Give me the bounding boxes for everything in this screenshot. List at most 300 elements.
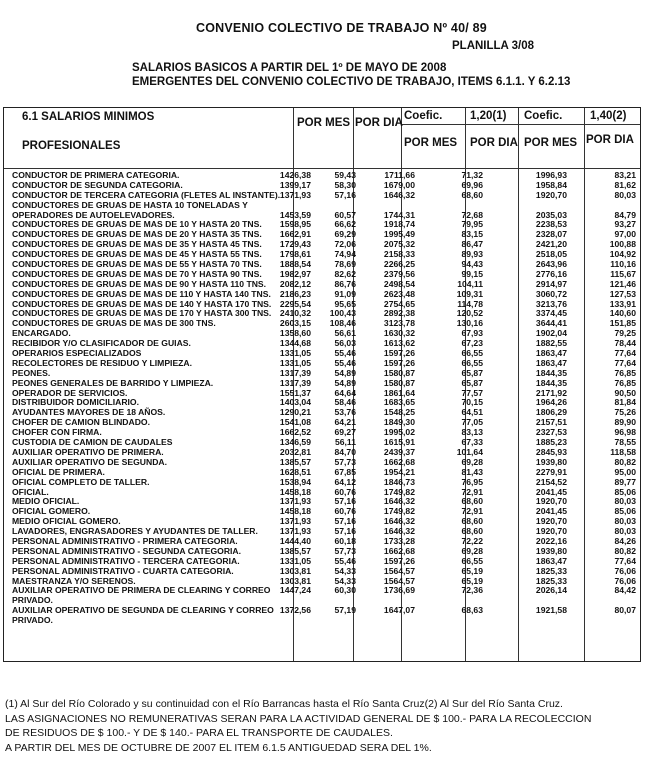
coef1-por-dia-value: 76,95	[461, 476, 483, 487]
por-mes-value: 1385,57	[279, 456, 311, 467]
coef1-por-mes-value: 1646,32	[383, 496, 415, 507]
profession-name: OFICIAL GOMERO.	[12, 506, 91, 517]
por-dia-value: 60,76	[334, 506, 356, 517]
coef1-por-mes-value: 1733,28	[383, 535, 415, 546]
coef-label-1: Coefic.	[404, 110, 443, 122]
por-mes-value: 1371,93	[279, 516, 311, 527]
por-dia-value: 56,61	[334, 328, 356, 339]
por-dia-header-2: POR DIA	[470, 137, 518, 149]
por-mes-value: 1798,61	[279, 249, 311, 260]
profession-name: CONDUCTORES DE GRUAS DE MAS DE 140 Y HASTA 170 TNS.	[12, 298, 272, 309]
profession-name: CONDUCTOR DE TERCERA CATEGORIA (FLETES AL INSTANTE).	[12, 189, 281, 200]
por-dia-value: 55,46	[334, 357, 356, 368]
por-dia-value: 60,76	[334, 486, 356, 497]
coef2-por-dia-value: 78,44	[614, 338, 636, 349]
coef2-por-mes-value: 1996,93	[535, 170, 567, 180]
por-dia-value: 66,62	[334, 219, 356, 230]
profession-name: CONDUCTORES DE GRUAS DE MAS DE 300 TNS.	[12, 318, 216, 329]
coef2-por-mes-value: 2041,45	[535, 486, 567, 497]
profession-name: DISTRIBUIDOR DOMICILIARIO.	[12, 397, 139, 408]
por-mes-value: 1447,24	[279, 585, 311, 596]
por-dia-value: 82,62	[334, 268, 356, 279]
coef1-por-mes-value: 1580,87	[383, 377, 415, 388]
coef1-por-dia-value: 81,43	[461, 466, 483, 477]
coef2-por-dia-value: 84,26	[614, 535, 636, 546]
coef2-por-dia-value: 80,03	[614, 189, 636, 200]
coef1-por-dia-value: 67,23	[461, 338, 483, 349]
coef1-por-mes-value: 1548,25	[383, 407, 415, 418]
coef2-por-dia-value: 93,27	[614, 219, 636, 230]
coef1-por-mes-value: 2498,54	[383, 278, 415, 289]
header-divider	[4, 168, 640, 169]
coef1-por-mes-value: 1849,30	[383, 417, 415, 428]
coef1-por-mes-value: 1749,82	[383, 506, 415, 517]
por-mes-value: 1458,18	[279, 486, 311, 497]
coef1-por-mes-value: 2754,65	[383, 298, 415, 309]
coef1-por-mes-value: 1597,26	[383, 555, 415, 566]
coef2-por-mes-value: 1882,55	[535, 338, 567, 349]
coef2-por-mes-value: 2035,03	[535, 209, 567, 220]
por-dia-value: 91,09	[334, 288, 356, 299]
coef1-por-dia-value: 89,93	[461, 249, 483, 260]
profession-name: CONDUCTORES DE GRUAS DE MAS DE 45 Y HASTA 55 TNS.	[12, 249, 262, 260]
coef2-por-dia-value: 80,07	[614, 605, 636, 616]
por-mes-value: 1290,21	[279, 407, 311, 418]
profession-name: CONDUCTORES DE GRUAS DE MAS DE 20 Y HASTA 35 TNS.	[12, 229, 262, 240]
coef2-por-mes-value: 1863,47	[535, 357, 567, 368]
coef2-por-mes-value: 1920,70	[535, 496, 567, 507]
por-dia-value: 60,18	[334, 535, 356, 546]
profession-name: OFICIAL.	[12, 486, 49, 497]
coef1-por-mes-value: 1580,87	[383, 367, 415, 378]
profession-name: RECIBIDOR Y/O CLASIFICADOR DE GUIAS.	[12, 338, 191, 349]
por-dia-value: 64,12	[334, 476, 356, 487]
por-mes-value: 1458,18	[279, 506, 311, 517]
coef1-por-mes-value: 2075,32	[383, 239, 415, 250]
coef1-por-dia-value: 67,33	[461, 437, 483, 448]
por-mes-value: 2082,12	[279, 278, 311, 289]
por-dia-value: 108,46	[329, 318, 356, 329]
coef1-por-mes-value: 1613,62	[383, 338, 415, 349]
coef1-por-dia-value: 70,15	[461, 397, 483, 408]
coef1-por-dia-value: 104,11	[457, 278, 483, 289]
por-dia-header-3: POR DIA	[586, 134, 634, 146]
por-mes-value: 2032,81	[279, 446, 311, 457]
por-mes-header-3: POR MES	[524, 137, 578, 149]
coef-label-2: Coefic.	[524, 110, 563, 122]
coef1-por-mes-value: 1646,32	[383, 526, 415, 537]
coef1-por-dia-value: 109,31	[456, 288, 483, 299]
footnote-3: DE RESIDUOS DE $ 100.- Y DE $ 140.- PARA EL TRANSPORTE DE CAUDALES.	[5, 727, 393, 739]
por-mes-header: POR MES	[297, 117, 351, 129]
coef1-por-dia-value: 65,19	[461, 575, 483, 586]
footnote-4: A PARTIR DEL MES DE OCTUBRE DE 2007 EL ITEM 6.1.5 ANTIGUEDAD SERA DEL 1%.	[5, 742, 432, 754]
profession-name: CONDUCTORES DE GRUAS DE MAS DE 55 Y HASTA 70 TNS.	[12, 259, 262, 270]
por-mes-header-2: POR MES	[404, 137, 458, 149]
coef1-por-dia-value: 71,32	[461, 170, 483, 180]
coef2-por-mes-value: 2643,96	[535, 259, 567, 270]
coef2-por-mes-value: 2328,07	[535, 229, 567, 240]
coef2-por-dia-value: 80,82	[614, 545, 636, 556]
coef2-por-mes-value: 2022,16	[535, 535, 567, 546]
coef1-por-mes-value: 1918,74	[383, 219, 415, 230]
coef2-por-dia-value: 80,03	[614, 516, 636, 527]
profession-name: MEDIO OFICIAL.	[12, 496, 80, 507]
coef1-por-mes-value: 1995,49	[383, 229, 415, 240]
por-dia-value: 57,73	[334, 456, 356, 467]
por-mes-value: 1371,93	[279, 526, 311, 537]
coef1-por-dia-value: 65,87	[461, 377, 483, 388]
profession-name: CONDUCTORES DE GRUAS DE MAS DE 35 Y HASTA 45 TNS.	[12, 239, 262, 250]
profession-name: OFICIAL DE PRIMERA.	[12, 466, 105, 477]
por-dia-value: 54,33	[334, 565, 356, 576]
por-dia-value: 84,70	[334, 446, 356, 457]
coef2-por-dia-value: 79,25	[614, 328, 636, 339]
coef2-por-dia-value: 80,03	[614, 496, 636, 507]
profession-name: AUXILIAR OPERATIVO DE PRIMERA DE CLEARING Y CORREO	[12, 585, 271, 596]
coef2-por-dia-value: 76,85	[614, 377, 636, 388]
por-dia-value: 57,16	[334, 189, 356, 200]
por-mes-value: 2410,32	[279, 308, 311, 319]
por-dia-value: 86,76	[334, 278, 356, 289]
profession-name: PERSONAL ADMINISTRATIVO - CUARTA CATEGORIA.	[12, 565, 234, 576]
professionals-label: PROFESIONALES	[22, 140, 121, 152]
coef2-por-mes-value: 1863,47	[535, 555, 567, 566]
coef2-por-mes-value: 2026,14	[535, 585, 567, 596]
profession-name: AUXILIAR OPERATIVO DE SEGUNDA DE CLEARING Y CORREO	[12, 605, 274, 616]
por-mes-value: 1598,95	[279, 219, 311, 230]
coef1-por-mes-value: 1954,21	[383, 466, 415, 477]
coef2-por-dia-value: 78,55	[614, 437, 636, 448]
coef2-por-dia-value: 77,64	[614, 357, 636, 368]
coef1-por-dia-value: 114,78	[457, 298, 483, 309]
coef2-por-mes-value: 2776,16	[535, 268, 567, 279]
por-mes-value: 1303,81	[279, 575, 311, 586]
profession-name: CONDUCTORES DE GRUAS DE MAS DE 90 Y HASTA 110 TNS.	[12, 278, 267, 289]
coef1-por-dia-value: 68,63	[461, 605, 483, 616]
coef1-por-dia-value: 69,28	[461, 545, 483, 556]
coef1-por-mes-value: 1679,00	[383, 179, 415, 190]
coef2-por-mes-value: 1920,70	[535, 526, 567, 537]
coef2-por-mes-value: 1939,80	[535, 545, 567, 556]
coef2-por-mes-value: 2279,91	[535, 466, 567, 477]
salary-table	[3, 107, 641, 662]
coef1-por-dia-value: 69,28	[461, 456, 483, 467]
por-mes-value: 1403,04	[279, 397, 311, 408]
coef1-por-mes-value: 3123,78	[383, 318, 415, 329]
por-mes-value: 1538,94	[279, 476, 311, 487]
coef1-por-dia-value: 68,60	[461, 516, 483, 527]
por-mes-value: 1385,57	[279, 545, 311, 556]
por-mes-value: 1426,38	[279, 170, 311, 180]
coef1-por-mes-value: 1597,26	[383, 357, 415, 368]
coef2-por-mes-value: 1921,58	[535, 605, 567, 616]
section-title: 6.1 SALARIOS MINIMOS	[22, 111, 155, 123]
coef2-por-mes-value: 1806,29	[535, 407, 567, 418]
table-body	[4, 171, 640, 626]
coef1-por-mes-value: 2266,25	[383, 259, 415, 270]
coef1-por-dia-value: 79,95	[461, 219, 483, 230]
profession-name: CHOFER DE CAMION BLINDADO.	[12, 417, 150, 428]
coef1-por-dia-value: 66,55	[461, 348, 483, 359]
profession-name: CUSTODIA DE CAMION DE CAUDALES	[12, 437, 173, 448]
coef2-por-dia-value: 133,91	[609, 298, 636, 309]
coef1-por-dia-value: 77,57	[461, 387, 483, 398]
footnote-1: (1) Al Sur del Río Colorado y su continuidad con el Río Barrancas hasta el Río Santa Cruz(2) Al Sur del Río Santa Cruz.	[5, 698, 563, 710]
coef1-por-dia-value: 68,60	[461, 496, 483, 507]
coef2-por-dia-value: 97,00	[614, 229, 636, 240]
coef1-por-dia-value: 72,68	[461, 209, 483, 220]
por-mes-value: 1331,05	[279, 555, 311, 566]
coef2-por-mes-value: 2845,93	[535, 446, 567, 457]
coef1-por-dia-value: 68,60	[461, 189, 483, 200]
coef2-por-dia-value: 121,46	[609, 278, 636, 289]
por-dia-value: 60,30	[334, 585, 356, 596]
coef-divider	[401, 124, 640, 125]
profession-name: PRIVADO.	[12, 615, 53, 626]
coef2-por-mes-value: 1844,35	[535, 367, 567, 378]
coef2-por-dia-value: 115,67	[610, 268, 636, 279]
por-mes-value: 1331,05	[279, 357, 311, 368]
convenio-title: CONVENIO COLECTIVO DE TRABAJO Nº 40/ 89	[196, 21, 487, 35]
coef1-por-dia-value: 99,15	[461, 268, 483, 279]
por-dia-value: 57,19	[334, 605, 356, 616]
coef1-por-mes-value: 2379,56	[383, 268, 415, 279]
coef1-por-dia-value: 83,15	[461, 229, 483, 240]
coef2-por-dia-value: 83,21	[614, 170, 636, 180]
coef1-por-mes-value: 1683,65	[383, 397, 415, 408]
por-dia-value: 100,43	[329, 308, 356, 319]
por-mes-value: 1541,08	[279, 417, 311, 428]
por-dia-value: 64,64	[334, 387, 356, 398]
coef1-por-mes-value: 1861,64	[383, 387, 415, 398]
por-mes-value: 2603,15	[279, 318, 311, 329]
profession-name: CHOFER CON FIRMA.	[12, 427, 102, 438]
coef2-por-mes-value: 3060,72	[535, 288, 567, 299]
coef2-por-dia-value: 89,77	[614, 476, 636, 487]
por-dia-value: 56,03	[334, 338, 356, 349]
por-mes-value: 1317,39	[279, 377, 311, 388]
coef2-por-dia-value: 76,06	[614, 575, 636, 586]
coef1-por-dia-value: 66,55	[461, 555, 483, 566]
coef2-por-mes-value: 1885,23	[535, 437, 567, 448]
coef2-por-mes-value: 1920,70	[535, 189, 567, 200]
coef2-por-mes-value: 2171,92	[535, 387, 567, 398]
coef1-por-dia-value: 64,51	[461, 407, 483, 418]
profession-name: AUXILIAR OPERATIVO DE PRIMERA.	[12, 446, 164, 457]
por-mes-value: 1371,93	[279, 189, 311, 200]
profession-name: OPERARIOS ESPECIALIZADOS	[12, 348, 142, 359]
coef2-por-mes-value: 1939,80	[535, 456, 567, 467]
coef1-por-mes-value: 1646,32	[383, 189, 415, 200]
coef2-por-mes-value: 1902,04	[535, 328, 567, 339]
profession-name: PRIVADO.	[12, 595, 53, 606]
coef2-por-dia-value: 96,98	[614, 427, 636, 438]
por-dia-value: 54,33	[334, 575, 356, 586]
profession-name: MAESTRANZA Y/O SERENOS.	[12, 575, 136, 586]
coef2-por-dia-value: 76,85	[614, 367, 636, 378]
por-mes-value: 1729,43	[279, 239, 311, 250]
coef2-por-mes-value: 1825,33	[535, 575, 567, 586]
coef1-por-dia-value: 94,43	[461, 259, 483, 270]
profession-name: PEONES GENERALES DE BARRIDO Y LIMPIEZA.	[12, 377, 214, 388]
profession-name: OFICIAL COMPLETO DE TALLER.	[12, 476, 150, 487]
table-row	[4, 616, 640, 626]
profession-name: CONDUCTORES DE GRUAS DE MAS DE 10 Y HASTA 20 TNS.	[12, 219, 262, 230]
profession-name: ENCARGADO.	[12, 328, 71, 339]
profession-name: RECOLECTORES DE RESIDUO Y LIMPIEZA.	[12, 357, 193, 368]
coef1-por-mes-value: 1630,32	[383, 328, 415, 339]
por-dia-value: 54,89	[334, 367, 356, 378]
por-mes-value: 1346,59	[279, 437, 311, 448]
profession-name: PERSONAL ADMINISTRATIVO - TERCERA CATEGORIA.	[12, 555, 240, 566]
por-dia-value: 58,30	[334, 179, 356, 190]
coef1-por-mes-value: 1711,66	[384, 170, 415, 180]
coef2-por-dia-value: 110,16	[610, 259, 636, 270]
por-dia-header: POR DIA	[355, 117, 403, 129]
coef1-por-dia-value: 86,47	[461, 239, 483, 250]
emergentes-heading: EMERGENTES DEL CONVENIO COLECTIVO DE TRABAJO, ITEMS 6.1.1. Y 6.2.13	[132, 76, 571, 88]
coef1-por-mes-value: 2158,33	[383, 249, 415, 260]
por-mes-value: 1372,56	[279, 605, 311, 616]
por-dia-value: 67,85	[334, 466, 356, 477]
coef1-por-dia-value: 72,91	[461, 486, 483, 497]
planilla-label: PLANILLA 3/08	[452, 40, 535, 52]
por-dia-value: 69,27	[334, 427, 356, 438]
coef2-por-dia-value: 140,60	[609, 308, 636, 319]
footnote-2: LAS ASIGNACIONES NO REMUNERATIVAS SERAN PARA LA ACTIVIDAD GENERAL DE $ 100.- PARA LA RECOLECCION	[5, 713, 592, 725]
por-mes-value: 1344,68	[279, 338, 311, 349]
profession-name: CONDUCTOR DE SEGUNDA CATEGORIA.	[12, 179, 183, 190]
coef2-por-dia-value: 89,90	[614, 417, 636, 428]
coef1-por-dia-value: 68,60	[461, 526, 483, 537]
por-dia-value: 72,06	[334, 239, 356, 250]
por-mes-value: 1444,40	[279, 535, 311, 546]
profession-name: PERSONAL ADMINISTRATIVO - PRIMERA CATEGORIA.	[12, 535, 238, 546]
profession-name: CONDUCTOR DE PRIMERA CATEGORIA.	[12, 170, 180, 180]
coef1-por-mes-value: 1662,68	[383, 545, 415, 556]
coef2-por-dia-value: 81,62	[614, 179, 636, 190]
por-dia-value: 57,16	[334, 516, 356, 527]
por-dia-value: 55,46	[334, 348, 356, 359]
por-dia-value: 54,89	[334, 377, 356, 388]
coef2-por-dia-value: 77,64	[614, 348, 636, 359]
por-dia-value: 74,94	[334, 249, 356, 260]
coef2-por-dia-value: 81,84	[614, 397, 636, 408]
coef2-por-dia-value: 80,82	[614, 456, 636, 467]
coef2-por-dia-value: 100,88	[609, 239, 636, 250]
por-dia-value: 57,16	[334, 496, 356, 507]
coef1-por-mes-value: 1846,73	[383, 476, 415, 487]
por-mes-value: 1358,60	[279, 328, 311, 339]
por-mes-value: 1331,05	[279, 348, 311, 359]
coef2-por-dia-value: 84,42	[614, 585, 636, 596]
por-mes-value: 2295,54	[279, 298, 311, 309]
por-dia-value: 69,29	[334, 229, 356, 240]
coef2-por-dia-value: 151,85	[609, 318, 636, 329]
por-dia-value: 60,57	[334, 209, 356, 220]
coef2-por-mes-value: 2327,53	[535, 427, 567, 438]
coef2-por-dia-value: 85,06	[614, 486, 636, 497]
por-mes-value: 1888,54	[279, 259, 311, 270]
profession-name: OPERADOR DE SERVICIOS.	[12, 387, 128, 398]
coef2-por-mes-value: 2041,45	[535, 506, 567, 517]
coef2-por-dia-value: 75,26	[614, 407, 636, 418]
por-mes-value: 2186,23	[279, 288, 311, 299]
coef2-por-dia-value: 85,06	[614, 506, 636, 517]
coef1-por-dia-value: 77,05	[461, 417, 483, 428]
coef2-por-mes-value: 2518,05	[535, 249, 567, 260]
coef2-por-mes-value: 1844,35	[535, 377, 567, 388]
profession-name: PERSONAL ADMINISTRATIVO - SEGUNDA CATEGORIA.	[12, 545, 242, 556]
coef2-por-dia-value: 84,79	[614, 209, 636, 220]
table-row	[4, 606, 640, 616]
coef1-por-dia-value: 69,96	[461, 179, 483, 190]
coef1-por-mes-value: 1736,69	[383, 585, 415, 596]
coef1-por-dia-value: 65,87	[461, 367, 483, 378]
por-dia-value: 64,21	[334, 417, 356, 428]
por-dia-value: 55,46	[334, 555, 356, 566]
por-dia-value: 95,65	[334, 298, 356, 309]
profession-name: AYUDANTES MAYORES DE 18 AÑOS.	[12, 407, 166, 418]
coef2-por-dia-value: 127,53	[609, 288, 636, 299]
coef1-por-mes-value: 1744,31	[383, 209, 415, 220]
por-mes-value: 1317,39	[279, 367, 311, 378]
profession-name: MEDIO OFICIAL GOMERO.	[12, 516, 121, 527]
coef1-por-dia-value: 66,55	[461, 357, 483, 368]
coef1-por-mes-value: 1564,57	[383, 575, 415, 586]
profession-name: CONDUCTORES DE GRUAS DE MAS DE 110 Y HASTA 140 TNS.	[12, 288, 271, 299]
por-dia-value: 57,16	[334, 526, 356, 537]
por-dia-value: 57,73	[334, 545, 356, 556]
coef1-por-mes-value: 2623,48	[383, 288, 415, 299]
coef2-por-mes-value: 3644,41	[535, 318, 567, 329]
salarios-heading: SALARIOS BASICOS A PARTIR DEL 1º DE MAYO DE 2008	[132, 62, 447, 74]
coef2-por-mes-value: 3374,45	[535, 308, 567, 319]
table-row	[4, 586, 640, 596]
por-mes-value: 1371,93	[279, 496, 311, 507]
coef1-por-dia-value: 72,22	[461, 535, 483, 546]
por-mes-value: 1662,52	[279, 427, 311, 438]
profession-name: CONDUCTORES DE GRUAS DE HASTA 10 TONELADAS Y	[12, 199, 248, 210]
coef1-por-dia-value: 72,91	[461, 506, 483, 517]
coef2-por-mes-value: 1958,84	[535, 179, 567, 190]
coef2-por-mes-value: 1863,47	[535, 348, 567, 359]
coef1-por-mes-value: 2892,38	[383, 308, 415, 319]
coef1-por-mes-value: 1564,57	[383, 565, 415, 576]
coef1-por-dia-value: 72,36	[461, 585, 483, 596]
coef1-por-dia-value: 120,52	[456, 308, 483, 319]
profession-name: LAVADORES, ENGRASADORES Y AYUDANTES DE TALLER.	[12, 526, 258, 537]
coef2-por-dia-value: 80,03	[614, 526, 636, 537]
coef1-por-mes-value: 1647,07	[383, 605, 415, 616]
coef2-por-mes-value: 2157,51	[535, 417, 567, 428]
coef1-por-mes-value: 2439,37	[383, 446, 415, 457]
por-mes-value: 1399,17	[279, 179, 311, 190]
profession-name: CONDUCTORES DE GRUAS DE MAS DE 70 Y HASTA 90 TNS.	[12, 268, 262, 279]
coef2-por-mes-value: 1825,33	[535, 565, 567, 576]
coef2-por-dia-value: 76,06	[614, 565, 636, 576]
coef2-por-mes-value: 1920,70	[535, 516, 567, 527]
coef2-por-mes-value: 2154,52	[535, 476, 567, 487]
coef2-por-dia-value: 90,50	[614, 387, 636, 398]
coef2-por-mes-value: 2421,20	[535, 239, 567, 250]
coef2-por-mes-value: 2914,97	[535, 278, 567, 289]
por-mes-value: 1628,51	[279, 466, 311, 477]
coef1-por-dia-value: 130,16	[456, 318, 483, 329]
coef2-por-dia-value: 95,00	[614, 466, 636, 477]
por-mes-value: 1453,59	[279, 209, 311, 220]
